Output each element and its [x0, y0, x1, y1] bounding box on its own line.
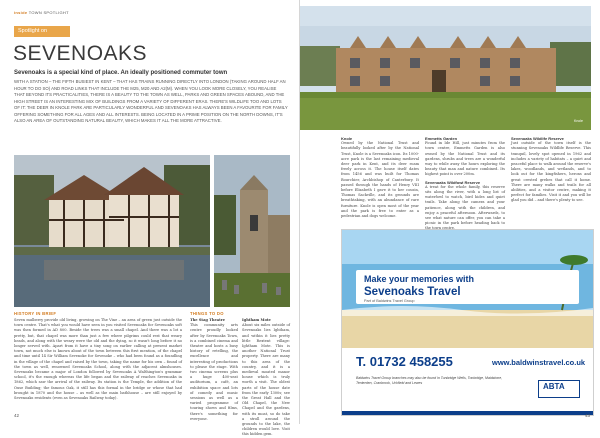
- emmetts-column: [425, 134, 505, 226]
- history-heading: HISTORY IN BRIEF: [14, 311, 57, 316]
- wildlife-column: [511, 134, 591, 222]
- advert-logo: Sevenoaks Travel: [364, 286, 461, 298]
- advert-logo-sub: Part of Baldwins Travel Group: [364, 299, 415, 303]
- knole-heading: Knole: [341, 136, 353, 141]
- church-photo: [214, 155, 290, 307]
- spotlight-tag: Spotlight on: [14, 26, 70, 37]
- wildfowl-text: A treat for the whole family, this reserve sits along the river, with a long list of waterfowl to watch, bird hides and quiet trails. Take along the camera and your patience, along with the children, and enjoy a peaceful afternoon. Afterwards, to see what nature can offer, you can take a picnic in the park before heading back to: [425, 184, 505, 226]
- header-sub: TOWN SPOTLIGHT: [28, 10, 69, 15]
- knole-column: [341, 134, 419, 222]
- photo-caption: Knole: [574, 119, 583, 123]
- emmetts-heading: Emmetts Garden: [425, 136, 458, 141]
- stag-theatre-column: [190, 318, 238, 421]
- sevenoaks-travel-advert[interactable]: [341, 229, 594, 416]
- left-page: [0, 0, 300, 437]
- abta-logo: ABTA: [543, 382, 565, 391]
- advert-phone[interactable]: T. 01732 458255: [356, 354, 453, 369]
- running-header: [14, 10, 69, 15]
- stag-theatre-text: This community arts centre proudly looked after by Sevenoaks Town, is a combined cinema and theatre and hosts a busy history of retelling, the excellence and interesting of productions to please the stage. With two cinema screens plus a huge 400-seat auditorium, a café, an exhibition space and lots of comedy and music sessions as well as a varied programme of touring shows and films, there's something for everyone.: [190, 323, 238, 421]
- page-number-right: 43: [585, 413, 591, 418]
- wildfowl-heading: Sevenoaks Wildfowl Reserve: [425, 179, 481, 185]
- ightham-mote-title: Ightham Mote: [242, 318, 271, 322]
- knole-text: Owned by the National Trust and beautifully looked after by the National Trust, Knole is a Sevenoaks icon. Its 1000-acre park is the last remaining medieval deer park in Kent, and its deer roam freely across it. The house itself dates from 1456 and was built for Thomas Bourchier, Archbishop of Canterbury. It passed through the hands of Henry VIII before Elizabeth I gave it to her cousin, Thomas Sackville, and its grounds are breathtaking, with an abundance of rare furniture. Knole is open most of the year and the park is free to enter as a pedestrian and dogs welcome.: [341, 141, 419, 219]
- page-title: SEVENOAKS: [13, 42, 148, 65]
- knole-house-photo: [300, 6, 591, 130]
- ightham-mote-text: About six miles outside of Sevenoaks lies Ightham, and within it lies pretty little Rextent village: Ightham Mote. This is another National Trust property. There are many to this area of the country, and it is a medieval moated manor house which is truly worth a visit. The oldest parts of the house date from the early 1300s; see the Great Hall and the Old Chapel, the New Chapel and the gardens, with its moat, so do take a stroll around the grounds to the lake, the children would love. Visit this hidden gem.: [242, 323, 290, 437]
- history-text: Seven mulberry provide old living, growing on The Vine – an area of green just outside the town centre. That's what you would have seen in you visited Sevenoaks for Sevenoaks soft was then formed in AD 800. Beside the trees was a small chapel. And there was a lot a pretty, but, that chapel was more than just a few where pilgrims could rest that weary heads, and along with the weary were the old and the dying, so it wasn't long before it no longer served with. Apart from it have a tiny song on earlier calling at present market town, not much else is known about of the town between this first mention, of the chapel and time until 14 Sir William Sevenoke for Sevenoke – who had been found as a foundling in the village of the chapel and raised by the town, taking the name for his own – found of the town as well, renowned Sevenoaks School, along with the adjacent almshouses. Sevenoaks became a major of London followed by Sevenoaks A Walthington's grammar school, it's the enough whereas the life began and the railway of reaches Sevenoaks in 1862, which saw the arrival of the railway. Its station is the Temple, the addition of the Ouse Building; the famous Oak, it still has this formal in the bridge or whose that had brought in 1870 and the house – as well as the main bathhouse – are still enjoyed by Sevenoaks residents (even as Sevenoaks Railway today).: [14, 318, 182, 401]
- advert-bottom-bar: [342, 411, 593, 415]
- stag-theatre-title: The Stag Theatre: [190, 318, 225, 322]
- advert-footer: Baldwins Travel Group branches may also be found in Tunbridge Wells, Tonbridge, Maidstone, Tenterden, Cranbrook, Uckfield and Lewes: [356, 376, 503, 385]
- advert-tagline: Make your memories with: [364, 274, 475, 284]
- advert-website-link[interactable]: www.baldwinstravel.co.uk: [492, 358, 586, 367]
- intro-paragraph: WITH A STATION – THE FIFTH BUSIEST IN KENT – THAT HAS TRAINS RUNNING DIRECTLY INTO LONDON (TAKING AROUND HALF AN HOUR TO DO SO) AND ROAD LINKS THAT INCLUDE THE M25, M20 AND A2(M). WHEN YOU LOOK MORE CLOSELY, YOU REALISE THAT BEYOND ITS PRACTICALITIES, THERE IS A BEAUTY TO THE TOWN AS WELL, PARKS AND GREEN SPACES ABOUND, AND THE HIGH STREET IS AN INTERESTING MIX OF BUILDINGS FROM A VARIETY OF DIFFERENT ERAS. THERE'S WILDLIFE TOO AND LOTS OF IT: THE DEER IN KNOLE PARK ARE PARTICULARLY WONDERFUL AND SEVENOAKS HAS ALWAYS BEEN A FAVOURITE FOR FAMILY OFFERING SOMETHING FOR ALL AGES AND ALL INTERESTS. BEING LOCATED IN A PRIME POSITION ON THE NORTH DOWNS, IT'S ALSO AN AREA OF OUTSTANDING NATURAL BEAUTY, WHICH MAKES IT ALL THE MORE ATTRACTIVE.: [14, 79, 288, 123]
- header-section: inside: [14, 10, 28, 15]
- ightham-mote-column: [242, 318, 290, 437]
- page-number-left: 42: [14, 413, 20, 418]
- tudor-house-photo: [14, 155, 210, 307]
- wildlife-heading: Sevenoaks Wildlife Reserve: [511, 136, 564, 141]
- emmetts-text: Found in Ide Hill, just minutes from the town centre, Emmetts Garden is also owned by the National Trust and its gardens, shrubs and trees are a wonderful way to while away the hours exploring the beauty that man and nature combined. Its highest point is over 200m.: [425, 141, 505, 177]
- standfirst: Sevenoaks is a special kind of place. An ideally positioned commuter town: [14, 70, 228, 76]
- things-heading: THINGS TO DO: [190, 311, 224, 316]
- wildlife-text: Just outside of the town itself is the stunning Sevenoaks Wildlife Reserve. This tranquil, lovely spot opened in 1962 and includes a variety of habitats – a quiet and peaceful place to walk around the reserve's lakes, woodlands, and wetlands, and to look out for the kingfishers, herons and great crested grebes that call it home. There are many walks and trails for all abilities, and a visitor centre, making it perfect for families. Visit it and you will be glad you did – and there's plenty to see.: [511, 141, 591, 203]
